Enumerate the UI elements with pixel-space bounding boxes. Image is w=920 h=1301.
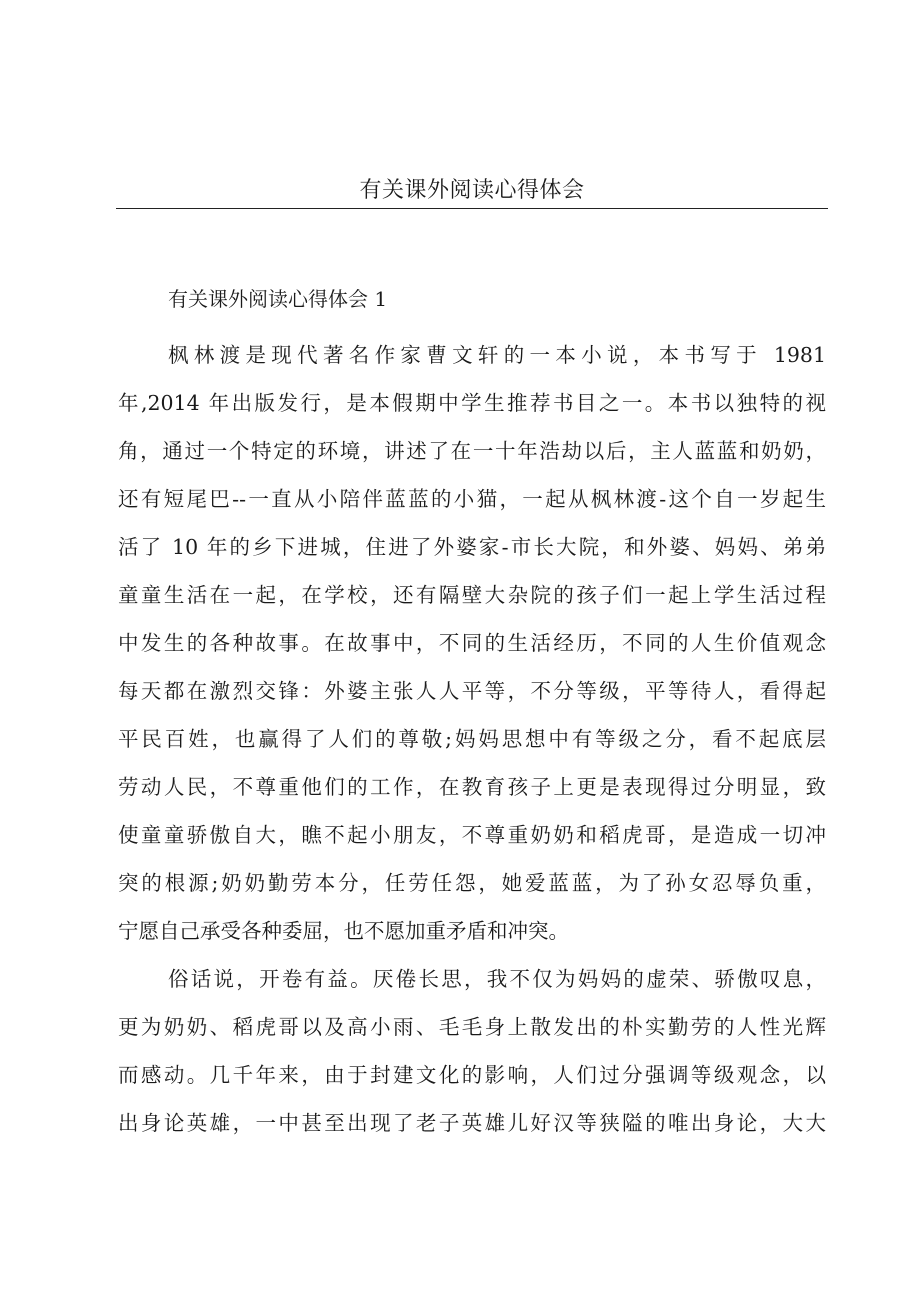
paragraph-line: 角，通过一个特定的环境，讲述了在一十年浩劫以后，主人蓝蓝和奶奶，: [118, 439, 826, 463]
paragraph-line: 宁愿自己承受各种委屈，也不愿加重矛盾和冲突。: [118, 919, 569, 943]
paragraph-line: 童童生活在一起，在学校，还有隔壁大杂院的孩子们一起上学生活过程: [118, 583, 826, 607]
paragraph-2: [118, 955, 826, 1147]
section-heading: 有关课外阅读心得体会 1: [168, 287, 388, 311]
paragraph-line: 劳动人民，不尊重他们的工作，在教育孩子上更是表现得过分明显，致: [118, 775, 826, 799]
document-body: [118, 331, 826, 1147]
paragraph-line: 使童童骄傲自大，瞧不起小朋友，不尊重奶奶和稻虎哥，是造成一切冲: [118, 823, 826, 847]
paragraph-line: 枫林渡是现代著名作家曹文轩的一本小说，本书写于 1981: [168, 343, 826, 367]
paragraph-1: [118, 331, 826, 955]
paragraph-line: 中发生的各种故事。在故事中，不同的生活经历，不同的人生价值观念: [118, 631, 826, 655]
paragraph-line: 俗话说，开卷有益。厌倦长思，我不仅为妈妈的虚荣、骄傲叹息，: [168, 967, 826, 991]
title-underline: [116, 208, 828, 209]
paragraph-line: 更为奶奶、稻虎哥以及高小雨、毛毛身上散发出的朴实勤劳的人性光辉: [118, 1015, 826, 1039]
paragraph-line: 而感动。几千年来，由于封建文化的影响，人们过分强调等级观念，以: [118, 1063, 826, 1087]
document-title: 有关课外阅读心得体会: [359, 178, 585, 203]
paragraph-line: 每天都在激烈交锋：外婆主张人人平等，不分等级，平等待人，看得起: [118, 679, 826, 703]
paragraph-line: 活了 10 年的乡下进城，住进了外婆家-市长大院，和外婆、妈妈、弟弟: [118, 535, 826, 559]
paragraph-line: 出身论英雄，一中甚至出现了老子英雄儿好汉等狭隘的唯出身论，大大: [118, 1111, 826, 1135]
paragraph-line: 年,2014 年出版发行，是本假期中学生推荐书目之一。本书以独特的视: [118, 391, 826, 415]
paragraph-line: 平民百姓，也赢得了人们的尊敬;妈妈思想中有等级之分，看不起底层: [118, 727, 826, 751]
paragraph-line: 突的根源;奶奶勤劳本分，任劳任怨，她爱蓝蓝，为了孙女忍辱负重，: [118, 871, 826, 895]
paragraph-line: 还有短尾巴--一直从小陪伴蓝蓝的小猫，一起从枫林渡-这个自一岁起生: [118, 487, 826, 511]
